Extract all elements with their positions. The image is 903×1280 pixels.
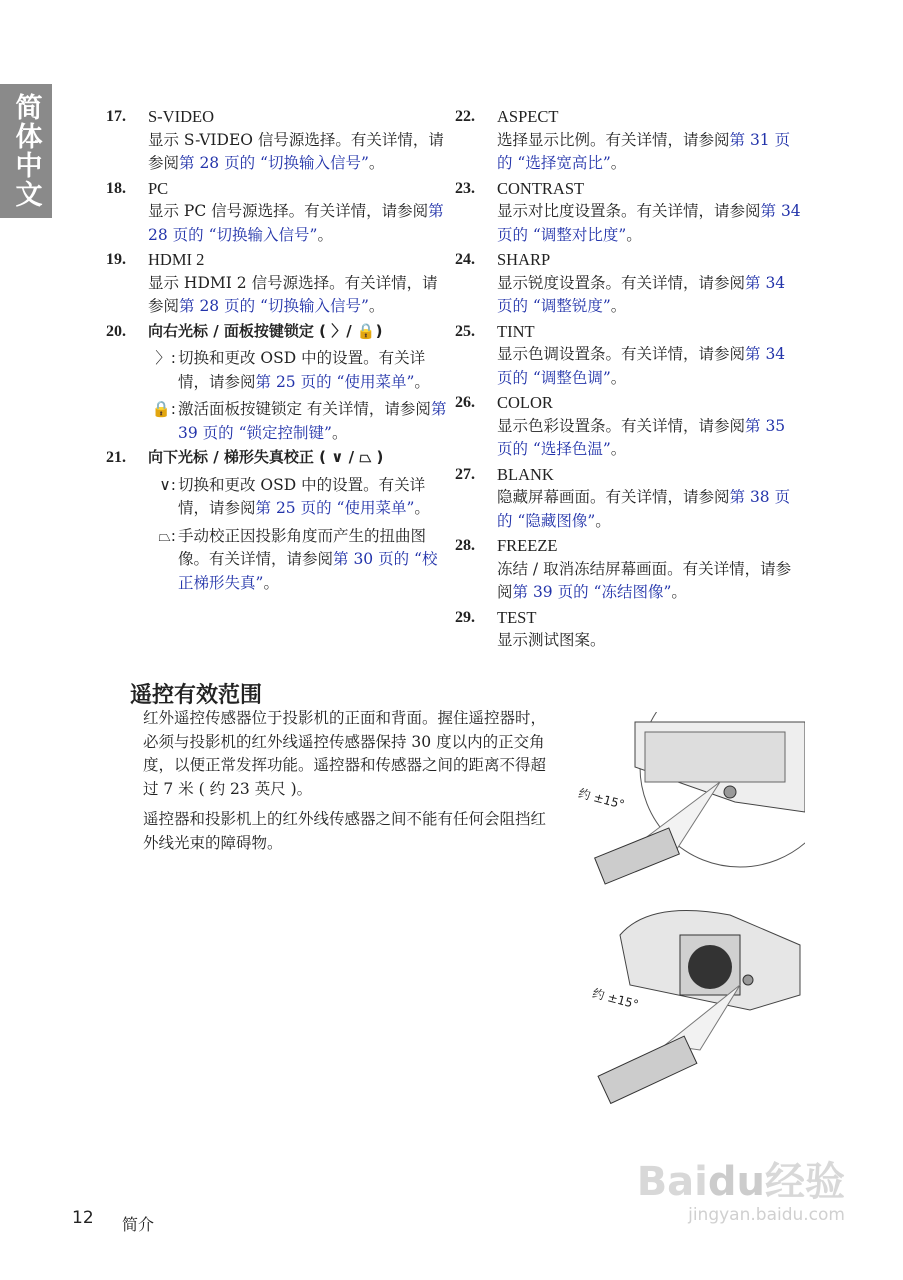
item-body <box>497 463 805 534</box>
paragraph-range: 红外遥控传感器位于投影机的正面和背面。握住遥控器时，必须与投影机的红外线遥控传感器保持 30 度以内的正交角度，以便正常发挥功能。遥控器和传感器之间的距离不得超过 7 米 ( 约 23 英尺 )。 <box>143 709 547 798</box>
description-text: 手动校正因投影角度而产生的扭曲图像。有关详情，请参阅 <box>178 526 427 568</box>
description-end: 。 <box>263 573 279 592</box>
sub-description <box>178 474 451 521</box>
item-description <box>497 129 805 176</box>
item-description <box>148 272 451 319</box>
item-title: ASPECT <box>497 107 559 126</box>
sub-description <box>178 347 451 394</box>
item-body <box>497 177 805 248</box>
item-number: 26. <box>455 394 475 411</box>
item-number: 21. <box>106 449 126 466</box>
page-reference-link[interactable]: 第 28 页的 “切换输入信号” <box>179 154 369 172</box>
description-end: 。 <box>368 154 385 172</box>
item-number: 18. <box>106 179 126 197</box>
item-title: CONTRAST <box>497 178 585 198</box>
description-text: 选择显示比例。有关详情，请参阅 <box>497 130 730 149</box>
item-body <box>497 606 805 653</box>
page-reference-link[interactable]: 第 39 页的 “冻结图像” <box>512 583 672 601</box>
description-text: 显示 S-VIDEO 信号源选择。有关详情，请参阅 <box>148 130 444 172</box>
item-number: 29. <box>455 608 475 626</box>
description-end: 。 <box>317 225 333 244</box>
sub-item <box>148 347 451 394</box>
watermark-logo: Baidu经验 <box>636 1159 845 1205</box>
item-body <box>497 248 805 319</box>
item-description <box>497 558 805 605</box>
item-title: TINT <box>497 321 535 341</box>
item-title: FREEZE <box>497 536 558 555</box>
description-text: 激活面板按键锁定 有关详情，请参阅 <box>178 400 431 418</box>
list-item <box>106 177 451 248</box>
item-title: BLANK <box>497 464 554 484</box>
sub-description <box>178 398 451 445</box>
key-icon: 〉: <box>155 349 176 367</box>
list-item <box>455 320 805 391</box>
page-reference-link[interactable]: 第 38 页的 “隐藏图像” <box>497 488 791 530</box>
page-reference-link[interactable]: 第 31 页的 “选择宽高比” <box>497 130 791 172</box>
sub-item <box>148 474 451 521</box>
list-item <box>106 248 451 319</box>
paragraph-obstacles: 遥控器和投影机上的红外线传感器之间不能有任何会阻挡红外线光束的障碍物。 <box>143 810 547 852</box>
description-text: 冻结 / 取消冻结屏幕画面。有关详情，请参阅 <box>497 559 792 601</box>
item-body <box>497 534 805 605</box>
item-number: 17. <box>106 108 126 125</box>
item-body <box>497 105 805 176</box>
item-body <box>497 320 805 391</box>
list-item <box>455 248 805 319</box>
item-description <box>497 272 805 319</box>
item-description <box>148 129 451 176</box>
item-body <box>148 105 451 176</box>
item-description <box>497 343 805 390</box>
item-number: 28. <box>455 537 475 554</box>
item-title: 向右光标 / 面板按键锁定 ( 〉/ 🔒) <box>148 321 383 340</box>
page-reference-link[interactable]: 第 39 页的 “锁定控制键” <box>178 400 447 442</box>
list-item <box>106 105 451 176</box>
item-title: 向下光标 / 梯形失真校正 ( ∨ / ⏢ ) <box>148 448 384 466</box>
list-item <box>106 446 451 595</box>
page-reference-link[interactable]: 第 30 页的 “校正梯形失真” <box>178 550 438 592</box>
page-number: 12 <box>72 1208 94 1228</box>
item-description <box>148 200 451 247</box>
item-title: S-VIDEO <box>148 107 214 126</box>
item-number: 24. <box>455 251 475 268</box>
item-body <box>148 446 451 595</box>
description-text: 隐藏屏幕画面。有关详情，请参阅 <box>497 488 730 506</box>
page-reference-link[interactable]: 第 34 页的 “调整对比度” <box>497 202 801 244</box>
sub-description <box>178 525 451 596</box>
description-text: 切换和更改 OSD 中的设置。有关详情，请参阅 <box>178 349 426 391</box>
item-description <box>497 486 805 533</box>
page-reference-link[interactable]: 第 25 页的 “使用菜单” <box>255 372 415 391</box>
watermark-url: jingyan.baidu.com <box>688 1205 845 1225</box>
item-body <box>148 248 451 319</box>
page-reference-link[interactable]: 第 35 页的 “选择色温” <box>497 416 786 458</box>
description-text: 显示测试图案。 <box>497 631 606 649</box>
right-column <box>455 105 805 654</box>
item-number: 19. <box>106 251 126 268</box>
page-reference-link[interactable]: 第 28 页的 “切换输入信号” <box>179 297 369 315</box>
description-text: 显示 HDMI 2 信号源选择。有关详情，请参阅 <box>148 273 438 315</box>
item-number: 27. <box>455 465 475 483</box>
item-number: 22. <box>455 108 475 125</box>
item-description <box>497 629 805 653</box>
key-icon: ∨: <box>159 475 176 494</box>
item-description <box>497 415 805 462</box>
description-end: 。 <box>610 368 627 387</box>
sub-item <box>148 398 451 445</box>
key-icon: ⏢: <box>158 526 176 545</box>
description-end: 。 <box>610 440 627 458</box>
page-reference-link[interactable]: 第 34 页的 “调整色调” <box>497 345 786 387</box>
item-title: COLOR <box>497 393 553 412</box>
list-item <box>455 534 805 605</box>
list-item <box>455 177 805 248</box>
description-end: 。 <box>414 499 430 517</box>
list-item <box>106 320 451 446</box>
description-end: 。 <box>595 511 611 530</box>
item-number: 20. <box>106 322 126 340</box>
description-end: 。 <box>368 297 385 315</box>
language-tab: 简体中文 <box>0 84 52 218</box>
description-end: 。 <box>331 423 348 442</box>
item-number: 23. <box>455 179 475 197</box>
description-text: 显示色彩设置条。有关详情，请参阅 <box>497 416 746 435</box>
list-item <box>455 105 805 176</box>
footer-section: 简介 <box>122 1215 155 1234</box>
list-item <box>455 606 805 653</box>
item-body <box>148 177 451 248</box>
left-column <box>106 105 451 596</box>
item-title: SHARP <box>497 250 551 269</box>
description-text: 显示 PC 信号源选择。有关详情，请参阅 <box>148 202 429 220</box>
description-end: 。 <box>610 297 627 315</box>
section-heading: 遥控有效范围 <box>130 683 263 708</box>
list-item <box>455 391 805 462</box>
description-end: 。 <box>671 583 687 601</box>
item-title: HDMI 2 <box>148 250 205 269</box>
page-reference-link[interactable]: 第 28 页的 “切换输入信号” <box>148 202 444 244</box>
item-title: PC <box>148 178 169 198</box>
description-text: 显示锐度设置条。有关详情，请参阅 <box>497 273 746 292</box>
description-end: 。 <box>610 154 627 172</box>
angle-label-rear: 约 ±15° <box>576 786 627 812</box>
key-icon: 🔒: <box>151 400 176 418</box>
sub-item <box>148 525 451 596</box>
list-item <box>455 463 805 534</box>
page-reference-link[interactable]: 第 25 页的 “使用菜单” <box>255 499 415 517</box>
item-body <box>148 320 451 446</box>
page-reference-link[interactable]: 第 34 页的 “调整锐度” <box>497 273 786 315</box>
description-text: 显示色调设置条。有关详情，请参阅 <box>497 345 746 363</box>
description-text: 切换和更改 OSD 中的设置。有关详情，请参阅 <box>178 475 426 517</box>
angle-label-front: 约 ±15° <box>590 986 641 1012</box>
item-description <box>497 200 805 247</box>
description-text: 显示对比度设置条。有关详情，请参阅 <box>497 202 761 220</box>
description-end: 。 <box>414 372 430 391</box>
item-title: TEST <box>497 607 537 627</box>
item-number: 25. <box>455 322 475 340</box>
front-sensor-illustration <box>590 905 805 1115</box>
item-body <box>497 391 805 462</box>
description-end: 。 <box>626 225 642 244</box>
